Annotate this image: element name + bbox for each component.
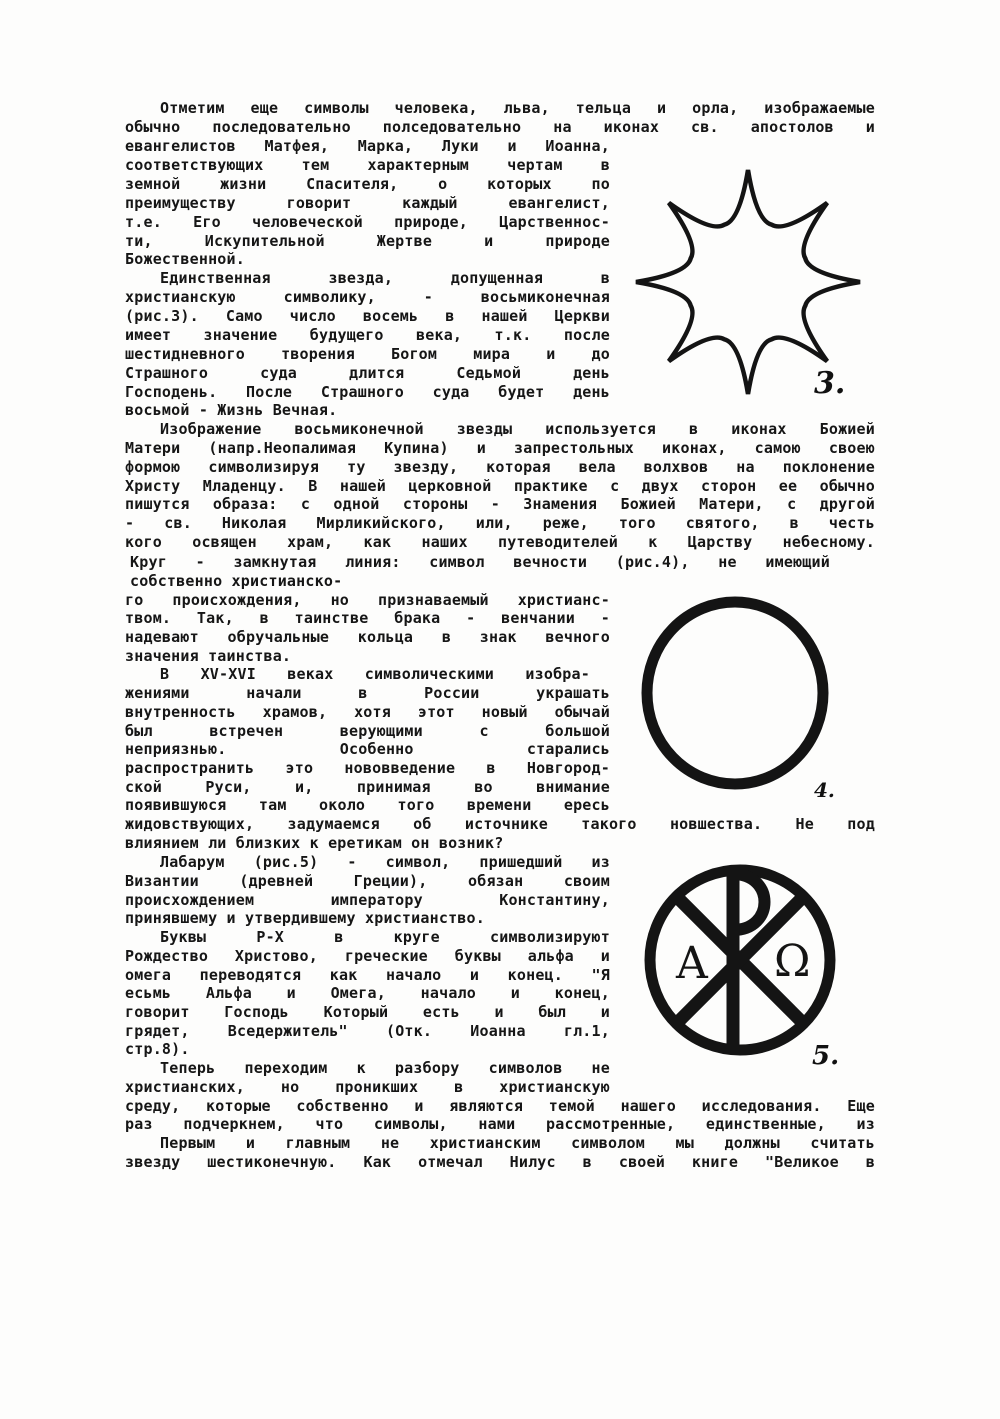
text-line: был встречен верующими с большой — [125, 722, 610, 740]
text-line: значения таинства. — [125, 647, 292, 665]
text-line: внутренность храмов, хотя этот новый обычай — [125, 703, 610, 721]
text-line: грядет, Вседержитель" (Отк. Иоанна гл.1, — [125, 1022, 610, 1040]
figure-5-label: 5. — [812, 1041, 840, 1071]
text-line: имеет значение будущего века, т.к. после — [125, 326, 610, 344]
text-line: христианскую символику, - восьмиконечная — [125, 288, 610, 306]
circle-figure — [636, 593, 836, 793]
text-line: принявшему и утвердившему христианство. — [125, 909, 485, 927]
text-line: стр.8). — [125, 1040, 190, 1058]
text-line: жениями начали в России украшать — [125, 684, 610, 702]
text-line: есьмь Альфа и Омега, начало и конец, — [125, 984, 610, 1002]
text-line: го происхождения, но признаваемый христианс- — [125, 591, 610, 609]
text-line: твом. Так, в таинстве брака - венчании - — [125, 609, 610, 627]
text-line: шестидневного творения Богом мира и до — [125, 345, 610, 363]
text-line: Буквы Р-Х в круге символизируют — [160, 928, 610, 946]
text-line: говорит Господь Который есть и был и — [125, 1003, 610, 1021]
text-line: Рождество Христово, греческие буквы альфа и — [125, 947, 610, 965]
text-line: Отметим еще символы человека, льва, тельца и орла, изображаемые — [160, 99, 875, 117]
text-line: влиянием ли близких к еретикам он возник? — [125, 834, 504, 852]
text-line: появившуюся там около того времени ересь — [125, 796, 610, 814]
text-line: Теперь переходим к разбору символов не — [160, 1059, 610, 1077]
text-line: христианских, но проникших в христианскую — [125, 1078, 610, 1096]
text-line: ти, Искупительной Жертве и природе — [125, 232, 610, 250]
text-line: Божественной. — [125, 250, 245, 268]
text-line: надевают обручальные кольца в знак вечного — [125, 628, 610, 646]
text-line: Страшного суда длится Седьмой день — [125, 364, 610, 382]
text-line: кого освящен храм, как наших путеводителей к Царству небесному. — [125, 533, 875, 551]
text-line: т.е. Его человеческой природе, Царственнос- — [125, 213, 610, 231]
text-line: звезду шестиконечную. Как отмечал Нилус в своей книге "Великое в — [125, 1153, 875, 1171]
labarum-figure — [640, 860, 840, 1060]
text-line: неприязнью. Особенно старались — [125, 740, 610, 758]
text-line: жидовствующих, задумаемся об источнике такого новшества. Не под — [125, 815, 875, 833]
figure-3-label: 3. — [814, 366, 846, 401]
text-line: собственно христианско- — [130, 572, 343, 590]
text-line: Первым и главным не христианским символом мы должны считать — [160, 1134, 875, 1152]
text-line: Круг - замкнутая линия: символ вечности (рис.4), не имеющий — [130, 553, 830, 571]
text-line: распространить это нововведение в Новгород- — [125, 759, 610, 777]
text-line: Лабарум (рис.5) - символ, пришедший из — [160, 853, 610, 871]
text-line: пишутся образа: с одной стороны - Знамения Божией Матери, с другой — [125, 495, 875, 513]
text-line: происхождением императору Константину, — [125, 891, 610, 909]
labarum-icon — [640, 860, 840, 1060]
text-line: Изображение восьмиконечной звезды используется в иконах Божией — [160, 420, 875, 438]
text-line: - св. Николая Мирликийского, или, реже, того святого, в честь — [125, 514, 875, 532]
text-line: восьмой - Жизнь Вечная. — [125, 401, 338, 419]
text-line: (рис.3). Само число восемь в нашей Церкви — [125, 307, 610, 325]
text-line: Единственная звезда, допущенная в — [160, 269, 610, 287]
omega-letter: Ω — [774, 936, 811, 987]
text-line: омега переводятся как начало и конец. "Я — [125, 966, 610, 984]
figure-4-label: 4. — [814, 778, 835, 802]
text-line: Христу Младенцу. В нашей церковной практике с двух сторон ее обычно — [125, 477, 875, 495]
text-line: обычно последовательно полседовательно на иконах св. апостолов и — [125, 118, 875, 136]
text-line: соответствующих тем характерным чертам в — [125, 156, 610, 174]
text-line: евангелистов Матфея, Марка, Луки и Иоанна, — [125, 137, 610, 155]
text-line: Господень. После Страшного суда будет день — [125, 383, 610, 401]
text-line: Матери (напр.Неопалимая Купина) и запрестольных иконах, самою своею — [125, 439, 875, 457]
text-line: среду, которые собственно и являются темой нашего исследования. Еще — [125, 1097, 875, 1115]
alpha-letter: A — [676, 938, 708, 989]
circle-icon — [636, 593, 836, 793]
text-line: формою символизируя ту звезду, которая вела волхвов на поклонение — [125, 458, 875, 476]
text-line: преимуществу говорит каждый евангелист, — [125, 194, 610, 212]
text-line: ской Руси, и, принимая во внимание — [125, 778, 610, 796]
text-line: земной жизни Спасителя, о которых по — [125, 175, 610, 193]
text-line: Византии (древней Греции), обязан своим — [125, 872, 610, 890]
text-line: В XV-XVI веках символическими изобра- — [160, 665, 590, 683]
text-line: раз подчеркнем, что символы, нами рассмотренные, единственные, из — [125, 1115, 875, 1133]
